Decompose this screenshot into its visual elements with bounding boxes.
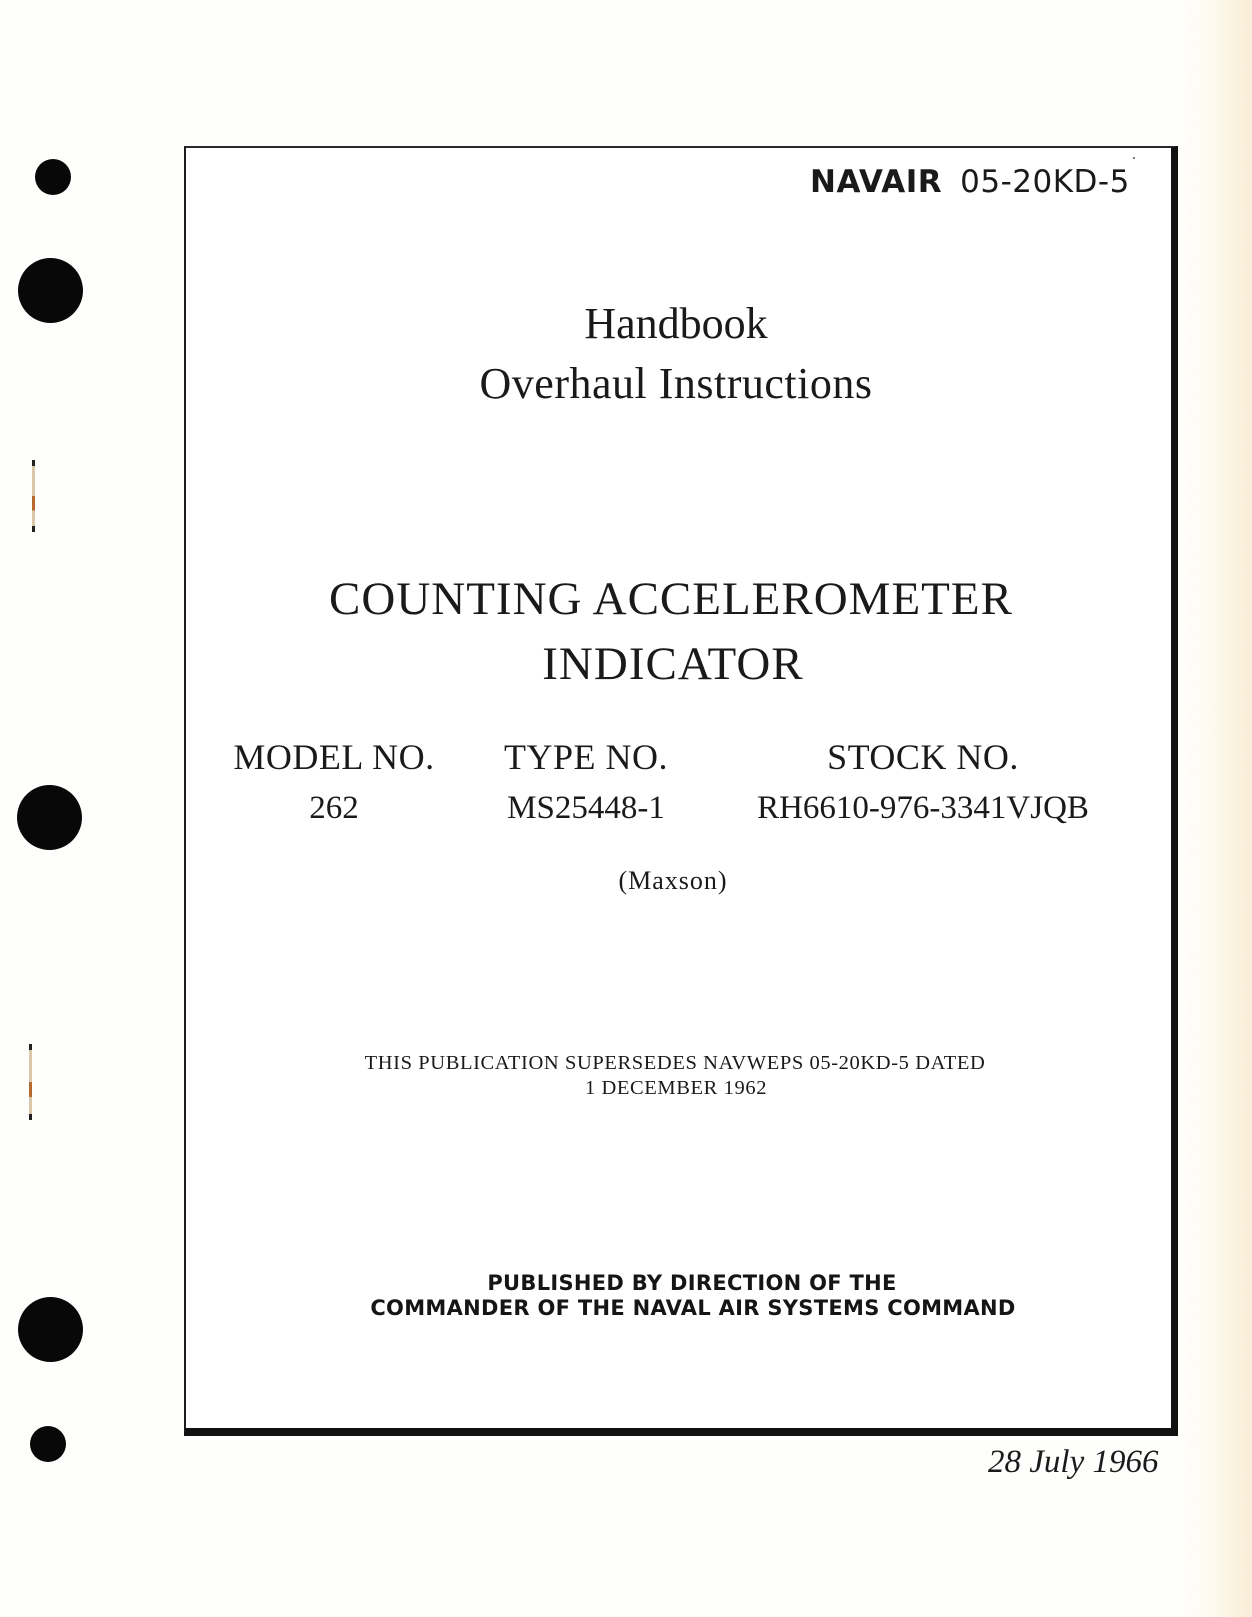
stock-number-label: STOCK NO. <box>827 737 1019 777</box>
staple-mark-lower <box>29 1044 32 1120</box>
authority-line-2: COMMANDER OF THE NAVAL AIR SYSTEMS COMMAND <box>370 1296 1016 1320</box>
supersedes-notice-line-2: 1 DECEMBER 1962 <box>584 1077 768 1099</box>
handbook-subtitle: Overhaul Instructions <box>479 359 873 408</box>
staple-mark-upper <box>32 460 35 532</box>
handbook-label: Handbook <box>584 299 768 348</box>
publication-code: 05-20KD-5 <box>960 164 1130 200</box>
type-number-label: TYPE NO. <box>504 737 668 777</box>
binder-hole-5 <box>30 1426 66 1462</box>
model-number-value: 262 <box>309 790 359 826</box>
stock-number-value: RH6610-976-3341VJQB <box>757 790 1089 826</box>
publication-date: 28 July 1966 <box>988 1444 1159 1480</box>
manufacturer: (Maxson) <box>618 866 728 895</box>
document-title-line-1: COUNTING ACCELEROMETER <box>329 573 1013 625</box>
binder-hole-1 <box>35 159 71 195</box>
type-number-value: MS25448-1 <box>507 790 665 826</box>
scan-speck <box>1133 157 1135 159</box>
supersedes-notice-line-1: THIS PUBLICATION SUPERSEDES NAVWEPS 05-20KD-5 DATED <box>364 1052 986 1074</box>
publication-number <box>810 164 1130 200</box>
publication-series: NAVAIR <box>810 164 943 200</box>
type-number-block <box>476 736 696 827</box>
document-title-line-2: INDICATOR <box>542 638 804 690</box>
model-number-label: MODEL NO. <box>233 737 435 777</box>
authority-line-1: PUBLISHED BY DIRECTION OF THE <box>487 1271 897 1295</box>
stock-number-block <box>738 736 1108 827</box>
model-number-block <box>214 736 454 827</box>
binder-hole-3 <box>17 785 82 850</box>
